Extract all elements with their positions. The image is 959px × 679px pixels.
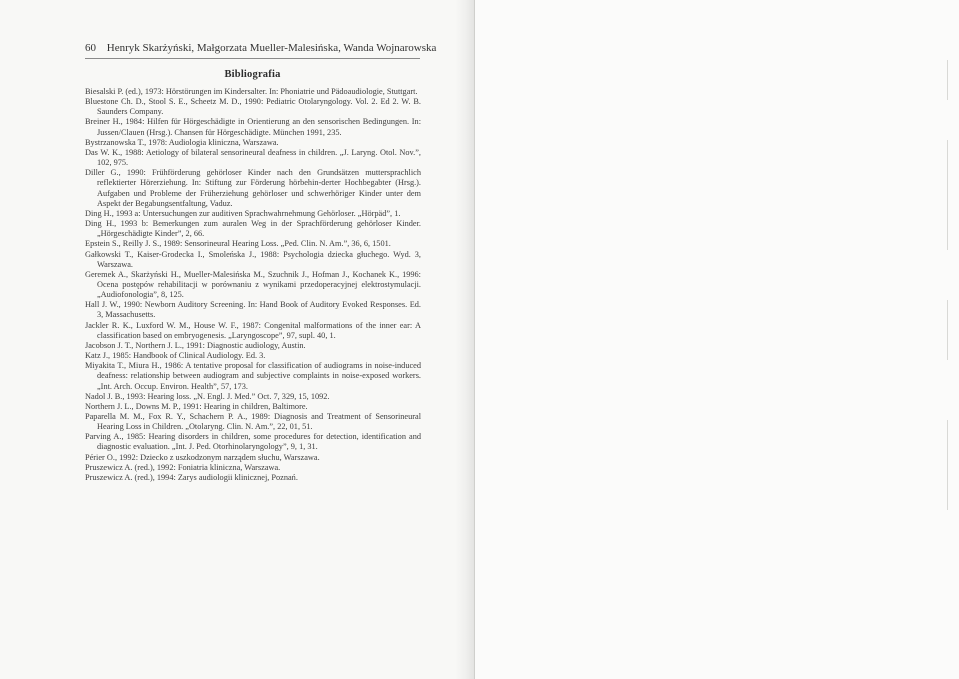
header-rule bbox=[85, 58, 420, 59]
reference-entry: Nadol J. B., 1993: Hearing loss. „N. Engl. J. Med.” Oct. 7, 329, 15, 1092. bbox=[85, 391, 330, 401]
right-page-blank bbox=[475, 0, 959, 679]
reference-entry: Northern J. L., Downs M. P., 1991: Hearing in children, Baltimore. bbox=[85, 401, 308, 411]
reference-entry: Breiner H., 1984: Hilfen für Hörgeschädigte in Orientierung an den sensorischen Bedingungen. In: Jussen/Clauen (Hrsg.). Chansen für Hörgeschädigte. München 1991, 235. bbox=[85, 117, 421, 137]
reference-entry: Ding H., 1993 a: Untersuchungen zur auditiven Sprachwahrnehmung Gehörloser. „Hörpäd”, 1. bbox=[85, 208, 401, 218]
right-edge-mark bbox=[947, 140, 948, 250]
reference-entry: Miyakita T., Miura H., 1986: A tentative proposal for classification of audiograms in noise-induced deafness: relationship between audiogram and subjective complaints in noise-exposed workers. „Int. Arch. Occup. Environ. Health”, 57, 173. bbox=[85, 361, 421, 391]
reference-entry: Diller G., 1990: Frühförderung gehörloser Kinder nach den Grundsätzen muttersprachlich reflektierter Hörerziehung. In: Stiftung zur Förderung hörbehin-derter Hochbegabter (Hrsg.). Aufgaben und Probleme der Früherziehung gehörloser und schwerhöriger Kinder unter dem Aspekt der Begabungsentfaltung, Vaduz. bbox=[85, 168, 421, 208]
reference-list bbox=[85, 87, 421, 483]
reference-entry: Das W. K., 1988: Aetiology of bilateral sensorineural deafness in children. „J. Laryng. Otol. Nov.”, 102, 975. bbox=[85, 147, 421, 168]
reference-entry: Katz J., 1985: Handbook of Clinical Audiology. Ed. 3. bbox=[85, 351, 266, 361]
reference-entry: Geremek A., Skarżyński H., Mueller-Malesińska M., Szuchnik J., Hofman J., Kochanek K., 1996: Ocena postępów rehabilitacji w porównaniu z wynikami przedoperacyjnej elektrostymulacji. „Audiofonologia”, 8, 125. bbox=[85, 269, 421, 300]
right-edge-mark bbox=[947, 60, 948, 100]
reference-entry: Epstein S., Reilly J. S., 1989: Sensorineural Hearing Loss. „Ped. Clin. N. Am.”, 36, 6, 1501. bbox=[85, 239, 391, 249]
reference-entry: Hall J. W., 1990: Newborn Auditory Screening. In: Hand Book of Auditory Evoked Responses. Ed. 3, Massachusetts. bbox=[85, 300, 421, 320]
section-title: Bibliografia bbox=[224, 69, 281, 80]
reference-entry: Paparella M. M., Fox R. Y., Schachern P. A., 1989: Diagnosis and Treatment of Sensorineural Hearing Loss in Children. „Otolaryng. Clin. N. Am.”, 22, 01, 51. bbox=[85, 412, 421, 432]
reference-entry: Jackler R. K., Luxford W. M., House W. F., 1987: Congenital malformations of the inner ear: A classification based on embryogenesis. „Laryngoscope”, 97, supl. 40, 1. bbox=[85, 320, 421, 340]
running-head-authors: Henryk Skarżyński, Małgorzata Mueller-Malesińska, Wanda Wojnarowska bbox=[106, 42, 437, 54]
reference-entry: Pruszewicz A. (red.), 1992: Foniatria kliniczna, Warszawa. bbox=[85, 462, 281, 472]
page-number: 60 bbox=[85, 42, 96, 54]
reference-entry: Parving A., 1985: Hearing disorders in children, some procedures for detection, identification and diagnostic evaluation. „Int. J. Ped. Otorhinolaryngology”, 9, 1, 31. bbox=[85, 432, 421, 452]
running-head bbox=[85, 42, 437, 54]
reference-entry: Jacobson J. T., Northern J. L., 1991: Diagnostic audiology, Austin. bbox=[85, 340, 306, 350]
right-edge-mark bbox=[947, 420, 948, 510]
reference-entry: Biesalski P. (ed.), 1973: Hörstörungen im Kindersalter. In: Phoniatrie und Pädoaudiologie, Stuttgart. bbox=[85, 87, 418, 96]
reference-entry: Bluestone Ch. D., Stool S. E., Scheetz M. D., 1990: Pediatric Otolaryngology. Vol. 2. Ed 2. W. B. Saunders Company. bbox=[85, 97, 421, 117]
reference-entry: Pruszewicz A. (red.), 1994: Zarys audiologii klinicznej, Poznań. bbox=[85, 472, 298, 482]
right-edge-mark bbox=[947, 300, 948, 360]
left-page bbox=[0, 0, 474, 679]
reference-entry: Gałkowski T., Kaiser-Grodecka I., Smoleńska J., 1988: Psychologia dziecka głuchego. Wyd. 3, Warszawa. bbox=[85, 249, 421, 269]
reference-entry: Ding H., 1993 b: Bemerkungen zum auralen Weg in der Sprachförderung gehörloser Kinder. „Hörgeschädigte Kinder”, 2, 66. bbox=[85, 219, 421, 239]
reference-entry: Périer O., 1992: Dziecko z uszkodzonym narządem słuchu, Warszawa. bbox=[85, 452, 320, 462]
reference-entry: Bystrzanowska T., 1978: Audiologia kliniczna, Warszawa. bbox=[85, 137, 279, 147]
